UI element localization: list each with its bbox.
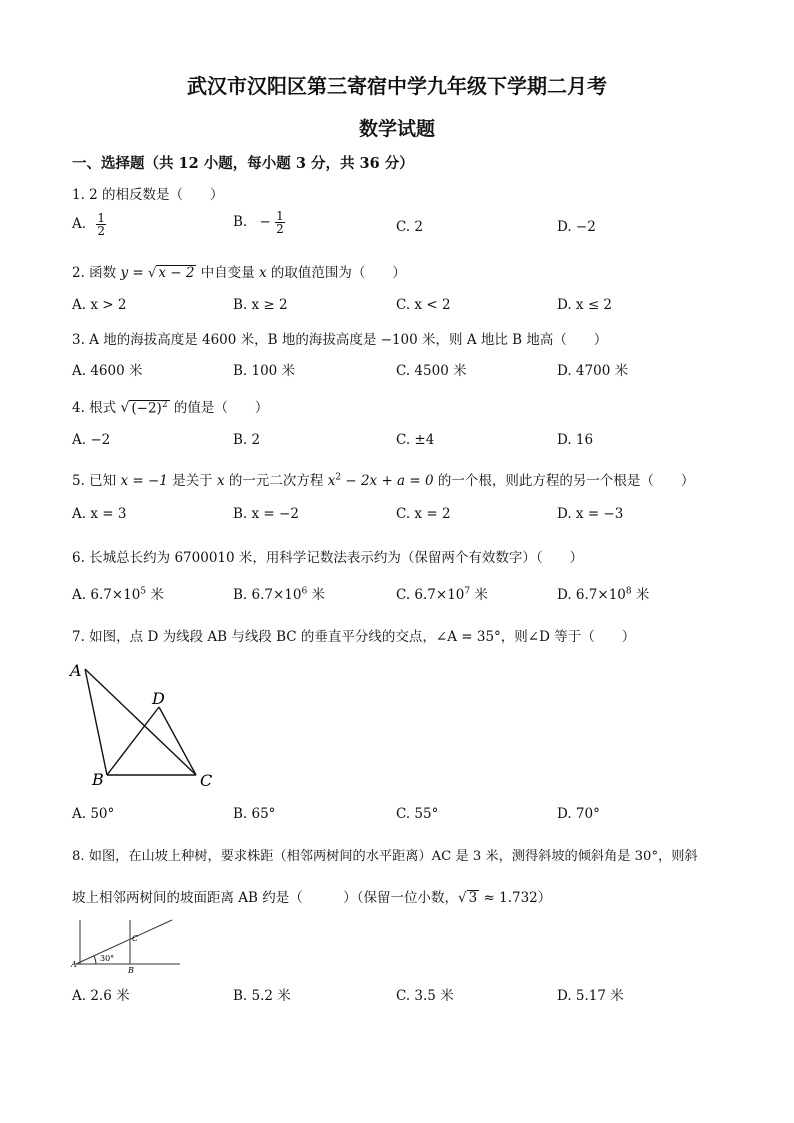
- stem-text: 的一元二次方程: [224, 473, 328, 489]
- fraction: [96, 212, 106, 237]
- question-1-option-d[interactable]: D. −2: [557, 219, 596, 235]
- sqrt-icon: √: [458, 890, 467, 906]
- question-8-stem-line-1: 8. 如图，在山坡上种树，要求株距（相邻两树间的水平距离）AC 是 3 米，测得斜坡的倾斜角是 30°，则斜: [72, 849, 698, 864]
- question-8-option-a[interactable]: A. 2.6 米: [72, 988, 130, 1004]
- question-4-option-b[interactable]: B. 2: [233, 432, 261, 448]
- section-heading: 一、选择题（共 12 小题，每小题 3 分，共 36 分）: [72, 155, 414, 172]
- math-var: y: [120, 265, 129, 281]
- question-3-stem: 3. A 地的海拔高度是 4600 米，B 地的海拔高度是 −100 米，则 A 地比 B 地高（ ）: [72, 332, 608, 348]
- sqrt-icon: √: [120, 400, 130, 416]
- question-8-option-c[interactable]: C. 3.5 米: [396, 988, 454, 1004]
- option-text: D. 6.7×10: [557, 587, 626, 603]
- unit: 米: [307, 587, 325, 603]
- vertex-label-a: A: [71, 960, 77, 969]
- question-3-option-c[interactable]: C. 4500 米: [396, 363, 467, 379]
- stem-text: 是关于: [167, 473, 217, 489]
- angle-arc: [94, 956, 96, 964]
- stem-text: 坡上相邻两树间的坡面距离 AB 约是（ ）（保留一位小数，: [72, 890, 459, 906]
- question-2-option-d[interactable]: D. x ≤ 2: [557, 297, 613, 313]
- question-7-option-b[interactable]: B. 65°: [233, 806, 276, 822]
- question-2-option-b[interactable]: B. x ≥ 2: [233, 297, 288, 313]
- stem-text: 5. 已知: [72, 473, 121, 489]
- option-text: B. 6.7×10: [233, 587, 302, 603]
- question-3-option-a[interactable]: A. 4600 米: [72, 363, 143, 379]
- radicand: [129, 400, 169, 416]
- radicand: x − 2: [158, 265, 195, 281]
- vertex-label-b: B: [128, 966, 134, 975]
- fraction-numerator: 1: [97, 211, 105, 225]
- question-4-option-c[interactable]: C. ±4: [396, 432, 435, 448]
- question-7-option-d[interactable]: D. 70°: [557, 806, 600, 822]
- stem-text: 的值是（ ）: [169, 400, 269, 416]
- unit: 米: [470, 587, 488, 603]
- question-5-option-b[interactable]: B. x = −2: [233, 506, 299, 522]
- question-5-stem: [72, 469, 694, 489]
- question-4-option-d[interactable]: D. 16: [557, 432, 594, 448]
- vertex-label-c: C: [200, 771, 213, 790]
- question-4-stem: [72, 396, 268, 416]
- question-1-option-c[interactable]: C. 2: [396, 219, 424, 235]
- math-expr: − 2x + a = 0: [341, 473, 434, 489]
- fraction-numerator: 1: [276, 209, 284, 223]
- page-subtitle: 数学试题: [358, 118, 435, 140]
- vertex-label-d: D: [152, 689, 165, 708]
- option-label: A.: [72, 216, 87, 232]
- option-text: C. 6.7×10: [396, 587, 465, 603]
- stem-text: 中自变量: [196, 265, 260, 281]
- option-text: A. 6.7×10: [72, 587, 141, 603]
- stem-text: 的取值范围为（ ）: [266, 265, 406, 281]
- segment-ab: [85, 669, 107, 775]
- fraction: [275, 210, 285, 235]
- math-var: x: [259, 265, 267, 281]
- angle-label: 30°: [100, 954, 115, 963]
- exponent: 7: [464, 586, 471, 597]
- question-8-option-b[interactable]: B. 5.2 米: [233, 988, 291, 1004]
- question-8-option-d[interactable]: D. 5.17 米: [557, 988, 624, 1004]
- option-label: B.: [233, 214, 248, 230]
- question-3-option-b[interactable]: B. 100 米: [233, 363, 296, 379]
- math-var: x: [216, 473, 225, 489]
- segment-ac: [85, 669, 196, 775]
- stem-text: 4. 根式: [72, 400, 121, 416]
- question-4-option-a[interactable]: A. −2: [72, 432, 111, 448]
- radicand-base: (−2): [131, 400, 162, 416]
- question-6-option-d[interactable]: [557, 583, 649, 603]
- exponent: 5: [140, 586, 147, 597]
- question-6-option-b[interactable]: [233, 583, 325, 603]
- unit: 米: [146, 587, 164, 603]
- radicand: 3: [468, 890, 478, 906]
- question-1-option-a[interactable]: [72, 212, 106, 237]
- question-5-option-d[interactable]: D. x = −3: [557, 506, 624, 522]
- slope-figure: [68, 916, 188, 978]
- question-3-option-d[interactable]: D. 4700 米: [557, 363, 629, 379]
- question-7-stem: 7. 如图，点 D 为线段 AB 与线段 BC 的垂直平分线的交点，∠A = 35°，则∠D 等于（ ）: [72, 629, 636, 645]
- question-5-option-a[interactable]: A. x = 3: [72, 506, 127, 522]
- question-1-stem: 1. 2 的相反数是（ ）: [72, 187, 224, 203]
- fraction-denominator: 2: [276, 222, 284, 236]
- exponent: 2: [335, 472, 342, 483]
- minus-sign: −: [259, 214, 271, 230]
- vertex-label-c: C: [132, 934, 139, 943]
- vertex-label-a: A: [70, 661, 82, 680]
- question-1-option-b[interactable]: [233, 210, 285, 235]
- question-8-stem-line-2: [72, 886, 551, 906]
- triangle-figure: [66, 655, 226, 795]
- slope-line: [76, 920, 172, 964]
- exponent: 2: [161, 399, 168, 410]
- question-6-stem: 6. 长城总长约为 6700010 米，用科学记数法表示约为（保留两个有效数字）（ ）: [72, 550, 584, 566]
- equals: =: [128, 265, 149, 281]
- stem-text: 的一个根，则此方程的另一个根是（ ）: [433, 473, 695, 489]
- sqrt-icon: √: [148, 266, 157, 281]
- math-expr: x = −1: [120, 473, 168, 489]
- question-5-option-c[interactable]: C. x = 2: [396, 506, 451, 522]
- page-title: 武汉市汉阳区第三寄宿中学九年级下学期二月考: [187, 74, 607, 98]
- question-2-option-c[interactable]: C. x < 2: [396, 297, 451, 313]
- stem-text: ≈ 1.732）: [479, 890, 552, 906]
- question-2-option-a[interactable]: A. x > 2: [72, 297, 127, 313]
- exponent: 8: [625, 586, 632, 597]
- math-expr: x: [327, 473, 336, 489]
- question-7-option-c[interactable]: C. 55°: [396, 806, 439, 822]
- question-6-option-a[interactable]: [72, 583, 164, 603]
- stem-text: 2. 函数: [72, 265, 121, 281]
- question-7-option-a[interactable]: A. 50°: [72, 806, 115, 822]
- fraction-denominator: 2: [97, 224, 105, 238]
- segment-bd: [107, 707, 159, 775]
- segment-dc: [159, 707, 196, 775]
- question-6-option-c[interactable]: [396, 583, 488, 603]
- question-2-stem: [72, 261, 406, 281]
- unit: 米: [631, 587, 650, 603]
- vertex-label-b: B: [92, 770, 104, 789]
- exponent: 6: [301, 586, 308, 597]
